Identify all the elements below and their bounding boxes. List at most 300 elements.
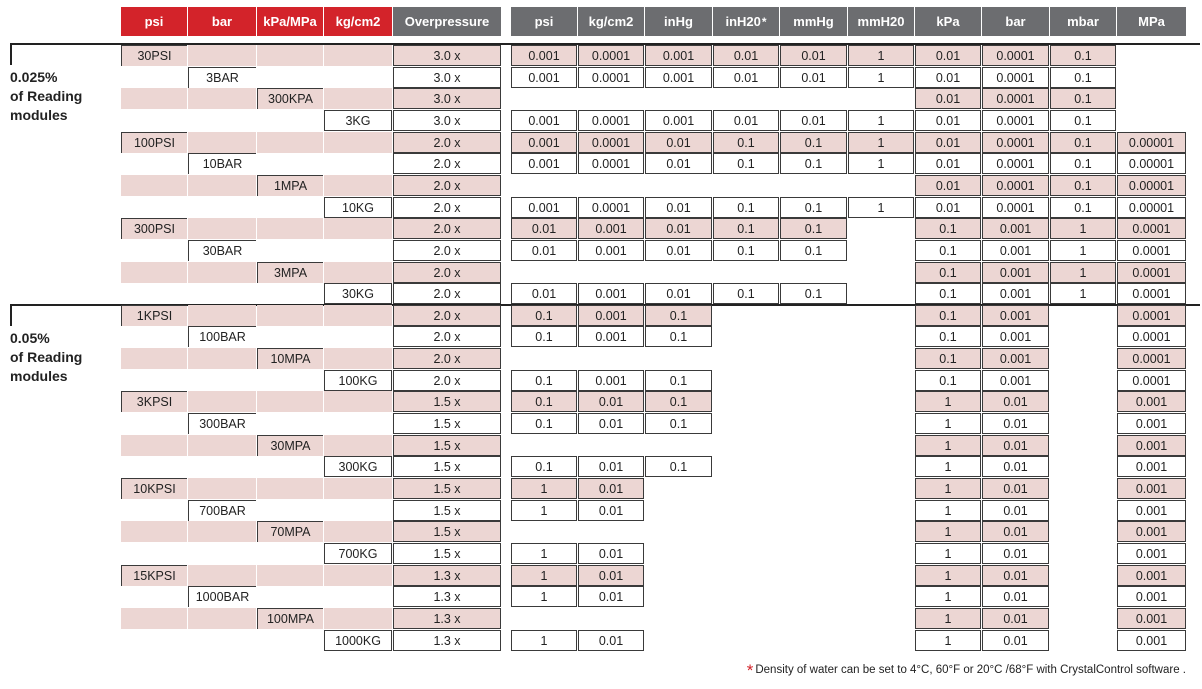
- value-cell: 0.1: [780, 283, 847, 304]
- value-cell: 0.0001: [1117, 305, 1186, 326]
- empty-cell: [121, 456, 187, 477]
- empty-cell: [324, 326, 392, 347]
- range-cell: 70MPA: [257, 521, 323, 542]
- header-cell: kg/cm2: [324, 7, 392, 36]
- value-cell: 0.01: [982, 478, 1049, 499]
- value-cell: 0.01: [713, 45, 779, 66]
- value-cell: 1: [511, 630, 577, 651]
- value-cell: 0.01: [982, 543, 1049, 564]
- value-cell: 0.001: [511, 67, 577, 88]
- empty-cell: [188, 283, 256, 304]
- group-label-line: 0.05%: [10, 330, 50, 346]
- value-cell: 0.0001: [982, 45, 1049, 66]
- value-cell: 0.01: [578, 565, 644, 586]
- value-cell: 0.01: [982, 608, 1049, 629]
- header-label: kg/cm2: [588, 14, 634, 29]
- range-cell: 3MPA: [257, 262, 323, 283]
- value-cell: 0.001: [511, 153, 577, 174]
- value-cell: 0.1: [915, 218, 981, 239]
- overpressure-cell: 3.0 x: [393, 110, 501, 131]
- value-cell: 0.1: [1050, 197, 1116, 218]
- group-label-line: modules: [10, 107, 68, 123]
- overpressure-cell: 3.0 x: [393, 45, 501, 66]
- empty-cell: [324, 565, 392, 586]
- range-cell: 10KPSI: [121, 478, 187, 499]
- empty-cell: [257, 630, 323, 651]
- empty-cell: [324, 218, 392, 239]
- empty-cell: [257, 565, 323, 586]
- value-cell: 1: [848, 132, 914, 153]
- overpressure-cell: 2.0 x: [393, 218, 501, 239]
- overpressure-cell: 1.3 x: [393, 608, 501, 629]
- value-cell: 1: [915, 478, 981, 499]
- value-cell: 0.01: [578, 586, 644, 607]
- value-cell: 0.1: [645, 391, 712, 412]
- value-cell: 0.01: [578, 413, 644, 434]
- empty-cell: [121, 586, 187, 607]
- value-cell: 0.1: [713, 132, 779, 153]
- value-cell: 0.0001: [578, 153, 644, 174]
- value-cell: 0.1: [511, 370, 577, 391]
- empty-cell: [257, 218, 323, 239]
- overpressure-cell: 2.0 x: [393, 175, 501, 196]
- value-cell: 0.01: [780, 45, 847, 66]
- value-cell: 1: [1050, 240, 1116, 261]
- value-cell: 0.001: [982, 305, 1049, 326]
- overpressure-cell: 2.0 x: [393, 348, 501, 369]
- overpressure-cell: 2.0 x: [393, 197, 501, 218]
- value-cell: 0.001: [1117, 391, 1186, 412]
- header-label: mmHg: [793, 14, 834, 29]
- value-cell: 0.001: [1117, 413, 1186, 434]
- empty-cell: [324, 413, 392, 434]
- empty-cell: [257, 283, 323, 304]
- value-cell: 0.1: [713, 218, 779, 239]
- header-label: psi: [534, 14, 554, 29]
- empty-cell: [324, 478, 392, 499]
- value-cell: 0.0001: [982, 132, 1049, 153]
- empty-cell: [188, 197, 256, 218]
- value-cell: 0.01: [915, 197, 981, 218]
- value-cell: 0.01: [511, 283, 577, 304]
- empty-cell: [188, 391, 256, 412]
- overpressure-cell: 2.0 x: [393, 262, 501, 283]
- footnote-marker: *: [746, 661, 754, 680]
- overpressure-cell: 2.0 x: [393, 326, 501, 347]
- overpressure-cell: 3.0 x: [393, 88, 501, 109]
- value-cell: 0.001: [1117, 586, 1186, 607]
- overpressure-cell: 2.0 x: [393, 240, 501, 261]
- value-cell: 1: [511, 478, 577, 499]
- empty-cell: [188, 608, 256, 629]
- value-cell: 0.0001: [578, 67, 644, 88]
- empty-cell: [121, 67, 187, 88]
- empty-cell: [188, 521, 256, 542]
- value-cell: 0.0001: [982, 67, 1049, 88]
- overpressure-cell: 1.5 x: [393, 500, 501, 521]
- value-cell: 0.0001: [1117, 240, 1186, 261]
- value-cell: 0.01: [982, 586, 1049, 607]
- value-cell: 0.01: [645, 197, 712, 218]
- empty-cell: [121, 110, 187, 131]
- overpressure-cell: 2.0 x: [393, 283, 501, 304]
- value-cell: 0.1: [511, 391, 577, 412]
- overpressure-cell: 2.0 x: [393, 370, 501, 391]
- value-cell: 0.01: [578, 391, 644, 412]
- range-cell: 30PSI: [121, 45, 187, 66]
- range-cell: 300BAR: [188, 413, 256, 434]
- value-cell: 0.001: [1117, 608, 1186, 629]
- empty-cell: [257, 305, 323, 326]
- value-cell: 0.1: [713, 153, 779, 174]
- value-cell: 0.001: [645, 110, 712, 131]
- value-cell: 0.1: [780, 132, 847, 153]
- empty-cell: [121, 88, 187, 109]
- range-cell: 30MPA: [257, 435, 323, 456]
- value-cell: 0.0001: [1117, 370, 1186, 391]
- range-cell: 15KPSI: [121, 565, 187, 586]
- value-cell: 1: [915, 565, 981, 586]
- value-cell: 0.01: [511, 240, 577, 261]
- empty-cell: [121, 153, 187, 174]
- header-cell: kPa/MPa: [257, 7, 323, 36]
- overpressure-cell: 1.3 x: [393, 630, 501, 651]
- group-label-line: of Reading: [10, 349, 83, 365]
- group-label-line: of Reading: [10, 88, 83, 104]
- value-cell: 0.001: [982, 283, 1049, 304]
- empty-cell: [188, 630, 256, 651]
- value-cell: 0.0001: [982, 175, 1049, 196]
- empty-cell: [188, 175, 256, 196]
- empty-cell: [324, 67, 392, 88]
- empty-cell: [121, 283, 187, 304]
- value-cell: 0.1: [1050, 175, 1116, 196]
- value-cell: 0.001: [645, 67, 712, 88]
- value-cell: 0.1: [1050, 153, 1116, 174]
- value-cell: 1: [848, 110, 914, 131]
- value-cell: 0.001: [1117, 456, 1186, 477]
- range-cell: 3BAR: [188, 67, 256, 88]
- value-cell: 0.1: [915, 262, 981, 283]
- empty-cell: [121, 521, 187, 542]
- header-cell: bar: [188, 7, 256, 36]
- empty-cell: [188, 435, 256, 456]
- empty-cell: [188, 45, 256, 66]
- value-cell: 0.01: [982, 435, 1049, 456]
- empty-cell: [257, 197, 323, 218]
- empty-cell: [324, 305, 392, 326]
- header-cell: [982, 7, 1049, 36]
- empty-cell: [188, 543, 256, 564]
- value-cell: 0.0001: [1117, 218, 1186, 239]
- value-cell: 1: [848, 67, 914, 88]
- value-cell: 1: [1050, 262, 1116, 283]
- range-cell: 3KPSI: [121, 391, 187, 412]
- empty-cell: [257, 586, 323, 607]
- value-cell: 0.01: [982, 630, 1049, 651]
- empty-cell: [324, 348, 392, 369]
- value-cell: 0.001: [1117, 521, 1186, 542]
- header-label: inHg: [664, 14, 693, 29]
- value-cell: 0.01: [780, 67, 847, 88]
- value-cell: 0.00001: [1117, 132, 1186, 153]
- empty-cell: [188, 262, 256, 283]
- value-cell: 0.01: [578, 478, 644, 499]
- range-cell: 1KPSI: [121, 305, 187, 326]
- range-cell: 100MPA: [257, 608, 323, 629]
- value-cell: 0.001: [1117, 500, 1186, 521]
- empty-cell: [324, 262, 392, 283]
- range-cell: 10MPA: [257, 348, 323, 369]
- value-cell: 0.001: [511, 45, 577, 66]
- empty-cell: [257, 153, 323, 174]
- value-cell: 1: [511, 565, 577, 586]
- value-cell: 0.001: [1117, 435, 1186, 456]
- value-cell: 1: [1050, 218, 1116, 239]
- footnote-marker: *: [761, 14, 767, 29]
- empty-cell: [324, 175, 392, 196]
- value-cell: 0.001: [645, 45, 712, 66]
- range-cell: 100KG: [324, 370, 392, 391]
- overpressure-cell: 1.5 x: [393, 435, 501, 456]
- value-cell: 0.1: [511, 413, 577, 434]
- empty-cell: [257, 110, 323, 131]
- value-cell: 0.01: [982, 521, 1049, 542]
- group-label-line: 0.025%: [10, 69, 58, 85]
- value-cell: 0.01: [982, 413, 1049, 434]
- value-cell: 0.001: [1117, 478, 1186, 499]
- value-cell: 0.001: [982, 262, 1049, 283]
- value-cell: 0.1: [645, 456, 712, 477]
- empty-cell: [257, 132, 323, 153]
- value-cell: 0.0001: [1117, 326, 1186, 347]
- value-cell: 0.001: [982, 240, 1049, 261]
- value-cell: 0.001: [578, 240, 644, 261]
- footnote: [747, 661, 1186, 681]
- empty-cell: [188, 132, 256, 153]
- value-cell: 0.0001: [982, 197, 1049, 218]
- overpressure-cell: 1.3 x: [393, 565, 501, 586]
- value-cell: 0.01: [511, 218, 577, 239]
- overpressure-cell: 1.5 x: [393, 478, 501, 499]
- value-cell: 0.1: [1050, 132, 1116, 153]
- value-cell: 0.01: [578, 543, 644, 564]
- header-cell: [1117, 7, 1186, 36]
- range-cell: 1000KG: [324, 630, 392, 651]
- value-cell: 0.0001: [1117, 348, 1186, 369]
- value-cell: 0.001: [982, 326, 1049, 347]
- empty-cell: [188, 110, 256, 131]
- empty-cell: [324, 391, 392, 412]
- range-cell: 30BAR: [188, 240, 256, 261]
- overpressure-cell: 1.5 x: [393, 543, 501, 564]
- value-cell: 0.1: [511, 326, 577, 347]
- value-cell: 1: [915, 543, 981, 564]
- value-cell: 0.01: [645, 153, 712, 174]
- group-label-line: modules: [10, 368, 68, 384]
- value-cell: 1: [915, 630, 981, 651]
- range-cell: 30KG: [324, 283, 392, 304]
- value-cell: 0.001: [982, 370, 1049, 391]
- value-cell: 0.01: [982, 456, 1049, 477]
- value-cell: 0.01: [645, 283, 712, 304]
- empty-cell: [257, 391, 323, 412]
- range-cell: 300PSI: [121, 218, 187, 239]
- value-cell: 1: [848, 45, 914, 66]
- empty-cell: [257, 45, 323, 66]
- header-cell: [915, 7, 981, 36]
- overpressure-cell: 2.0 x: [393, 132, 501, 153]
- value-cell: 0.01: [713, 67, 779, 88]
- header-cell: psi: [121, 7, 187, 36]
- value-cell: 0.01: [982, 500, 1049, 521]
- header-label: inH20: [725, 14, 761, 29]
- group-label-005: [10, 329, 82, 386]
- value-cell: 1: [915, 435, 981, 456]
- empty-cell: [257, 67, 323, 88]
- header-label: MPa: [1138, 14, 1165, 29]
- value-cell: 0.01: [713, 110, 779, 131]
- empty-cell: [188, 370, 256, 391]
- value-cell: 0.1: [1050, 45, 1116, 66]
- range-cell: 10BAR: [188, 153, 256, 174]
- empty-cell: [324, 586, 392, 607]
- range-cell: 3KG: [324, 110, 392, 131]
- overpressure-cell: 1.5 x: [393, 521, 501, 542]
- header-cell: [645, 7, 712, 36]
- empty-cell: [188, 478, 256, 499]
- value-cell: 0.1: [511, 305, 577, 326]
- value-cell: 0.0001: [578, 197, 644, 218]
- value-cell: 1: [915, 413, 981, 434]
- value-cell: 0.1: [915, 240, 981, 261]
- value-cell: 0.1: [780, 240, 847, 261]
- value-cell: 0.01: [915, 110, 981, 131]
- value-cell: 0.1: [780, 197, 847, 218]
- value-cell: 0.0001: [578, 110, 644, 131]
- empty-cell: [188, 348, 256, 369]
- header-cell: [578, 7, 644, 36]
- overpressure-cell: 3.0 x: [393, 67, 501, 88]
- range-cell: 300KG: [324, 456, 392, 477]
- value-cell: 0.001: [578, 370, 644, 391]
- value-cell: 0.01: [982, 565, 1049, 586]
- empty-cell: [324, 521, 392, 542]
- empty-cell: [121, 543, 187, 564]
- value-cell: 0.00001: [1117, 153, 1186, 174]
- empty-cell: [257, 543, 323, 564]
- value-cell: 0.01: [578, 500, 644, 521]
- empty-cell: [121, 348, 187, 369]
- overpressure-cell: 1.5 x: [393, 413, 501, 434]
- group-label-0025: [10, 68, 82, 125]
- value-cell: 0.01: [915, 153, 981, 174]
- empty-cell: [257, 500, 323, 521]
- value-cell: 0.01: [780, 110, 847, 131]
- empty-cell: [324, 88, 392, 109]
- overpressure-cell: 1.5 x: [393, 456, 501, 477]
- range-cell: 1MPA: [257, 175, 323, 196]
- value-cell: 1: [915, 586, 981, 607]
- empty-cell: [188, 218, 256, 239]
- value-cell: 1: [915, 391, 981, 412]
- empty-cell: [121, 630, 187, 651]
- value-cell: 0.1: [1050, 67, 1116, 88]
- value-cell: 0.0001: [982, 110, 1049, 131]
- value-cell: 0.001: [578, 326, 644, 347]
- header-cell: [713, 7, 779, 36]
- value-cell: 0.1: [915, 305, 981, 326]
- empty-cell: [257, 413, 323, 434]
- value-cell: 0.1: [915, 283, 981, 304]
- empty-cell: [121, 608, 187, 629]
- empty-cell: [257, 326, 323, 347]
- value-cell: 0.001: [1117, 543, 1186, 564]
- header-label: mbar: [1067, 14, 1099, 29]
- empty-cell: [257, 370, 323, 391]
- value-cell: 0.01: [915, 132, 981, 153]
- empty-cell: [257, 456, 323, 477]
- value-cell: 1: [848, 153, 914, 174]
- empty-cell: [188, 565, 256, 586]
- overpressure-cell: 1.5 x: [393, 391, 501, 412]
- empty-cell: [324, 608, 392, 629]
- header-cell: Overpressure: [393, 7, 501, 36]
- value-cell: 0.1: [780, 153, 847, 174]
- value-cell: 0.01: [578, 456, 644, 477]
- header-cell: [1050, 7, 1116, 36]
- range-cell: 1000BAR: [188, 586, 256, 607]
- empty-cell: [188, 88, 256, 109]
- value-cell: 0.001: [982, 348, 1049, 369]
- value-cell: 1: [915, 521, 981, 542]
- value-cell: 0.01: [915, 45, 981, 66]
- value-cell: 1: [848, 197, 914, 218]
- value-cell: 0.1: [780, 218, 847, 239]
- header-cell: [780, 7, 847, 36]
- value-cell: 0.1: [915, 370, 981, 391]
- footnote-text: Density of water can be set to 4°C, 60°F or 20°C /68°F with CrystalControl software .: [755, 664, 1186, 676]
- group-divider: [10, 43, 12, 65]
- empty-cell: [324, 435, 392, 456]
- value-cell: 0.1: [713, 240, 779, 261]
- value-cell: 0.01: [982, 391, 1049, 412]
- value-cell: 0.1: [645, 326, 712, 347]
- value-cell: 0.001: [578, 283, 644, 304]
- empty-cell: [324, 500, 392, 521]
- empty-cell: [121, 435, 187, 456]
- value-cell: 1: [511, 500, 577, 521]
- value-cell: 0.1: [1050, 88, 1116, 109]
- value-cell: 0.1: [645, 413, 712, 434]
- value-cell: 0.0001: [982, 153, 1049, 174]
- empty-cell: [121, 500, 187, 521]
- header-cell: [511, 7, 577, 36]
- empty-cell: [121, 370, 187, 391]
- range-cell: 10KG: [324, 197, 392, 218]
- value-cell: 0.1: [645, 370, 712, 391]
- value-cell: 0.001: [578, 218, 644, 239]
- overpressure-cell: 2.0 x: [393, 305, 501, 326]
- value-cell: 1: [1050, 283, 1116, 304]
- empty-cell: [324, 132, 392, 153]
- header-cell: [848, 7, 914, 36]
- empty-cell: [188, 305, 256, 326]
- value-cell: 1: [511, 543, 577, 564]
- empty-cell: [121, 413, 187, 434]
- value-cell: 0.1: [915, 348, 981, 369]
- value-cell: 1: [511, 586, 577, 607]
